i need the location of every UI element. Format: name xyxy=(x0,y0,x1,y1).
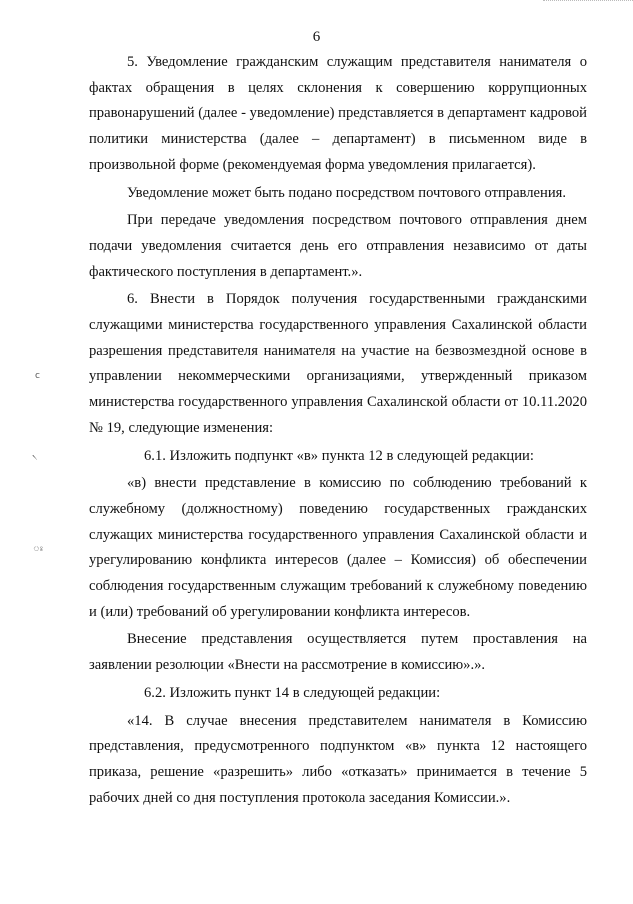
paragraph-subitem-v: «в) внести представление в комиссию по соблюдению требований к служебному (должностному) поведению государственных гражданских служащих министерства государственного управления Сахалинской области и урегулированию конфликта интересов (далее – Комиссия) об обеспечении соблюдения государственным служащим требований к служебному поведению и (или) требований об урегулировании конфликта интересов. xyxy=(89,475,587,620)
paragraph-5: 5. Уведомление гражданским служащим представителя нанимателя о фактах обращения в целях склонения к совершению коррупционных правонарушений (далее - уведомление) представляется в департамент кадровой политики министерства (далее – департамент) в письменном виде в произвольной форме (рекомендуемая форма уведомления прилагается). xyxy=(89,54,587,173)
paragraph-item-14: «14. В случае внесения представителем нанимателя в Комиссию представления, предусмотренного подпунктом «в» пункта 12 настоящего приказа, решение «разрешить» либо «отказать» принимается в течение 5 рабочих дней со дня поступления протокола заседания Комиссии.». xyxy=(89,712,587,806)
paragraph-submission-date: При передаче уведомления посредством почтового отправления днем подачи уведомления считается день его отправления независимо от даты фактического поступления в департамент.». xyxy=(89,212,587,280)
margin-mark: ঃ xyxy=(33,545,44,553)
page-number: 6 xyxy=(312,29,321,45)
scan-specks xyxy=(543,0,633,7)
paragraph-6-2: 6.2. Изложить пункт 14 в следующей редакции: xyxy=(144,684,441,701)
paragraph-6-1: 6.1. Изложить подпункт «в» пункта 12 в следующей редакции: xyxy=(144,447,534,464)
paragraph-resolution: Внесение представления осуществляется путем проставления на заявлении резолюции «Внести на рассмотрение в комиссию».». xyxy=(89,631,587,674)
margin-mark: ৲ xyxy=(32,450,38,460)
paragraph-postal-submission: Уведомление может быть подано посредством почтового отправления. xyxy=(127,184,566,201)
paragraph-6: 6. Внести в Порядок получения государственными гражданскими служащими министерства государственного управления Сахалинской области разрешения представителя нанимателя на участие на безвозмездной основе в управлении некоммерческими организациями, утвержденный приказом министерства государственного управления Сахалинской области от 10.11.2020 № 19, следующие изменения: xyxy=(89,291,587,436)
margin-mark: с xyxy=(35,371,40,381)
document-body xyxy=(89,50,587,811)
